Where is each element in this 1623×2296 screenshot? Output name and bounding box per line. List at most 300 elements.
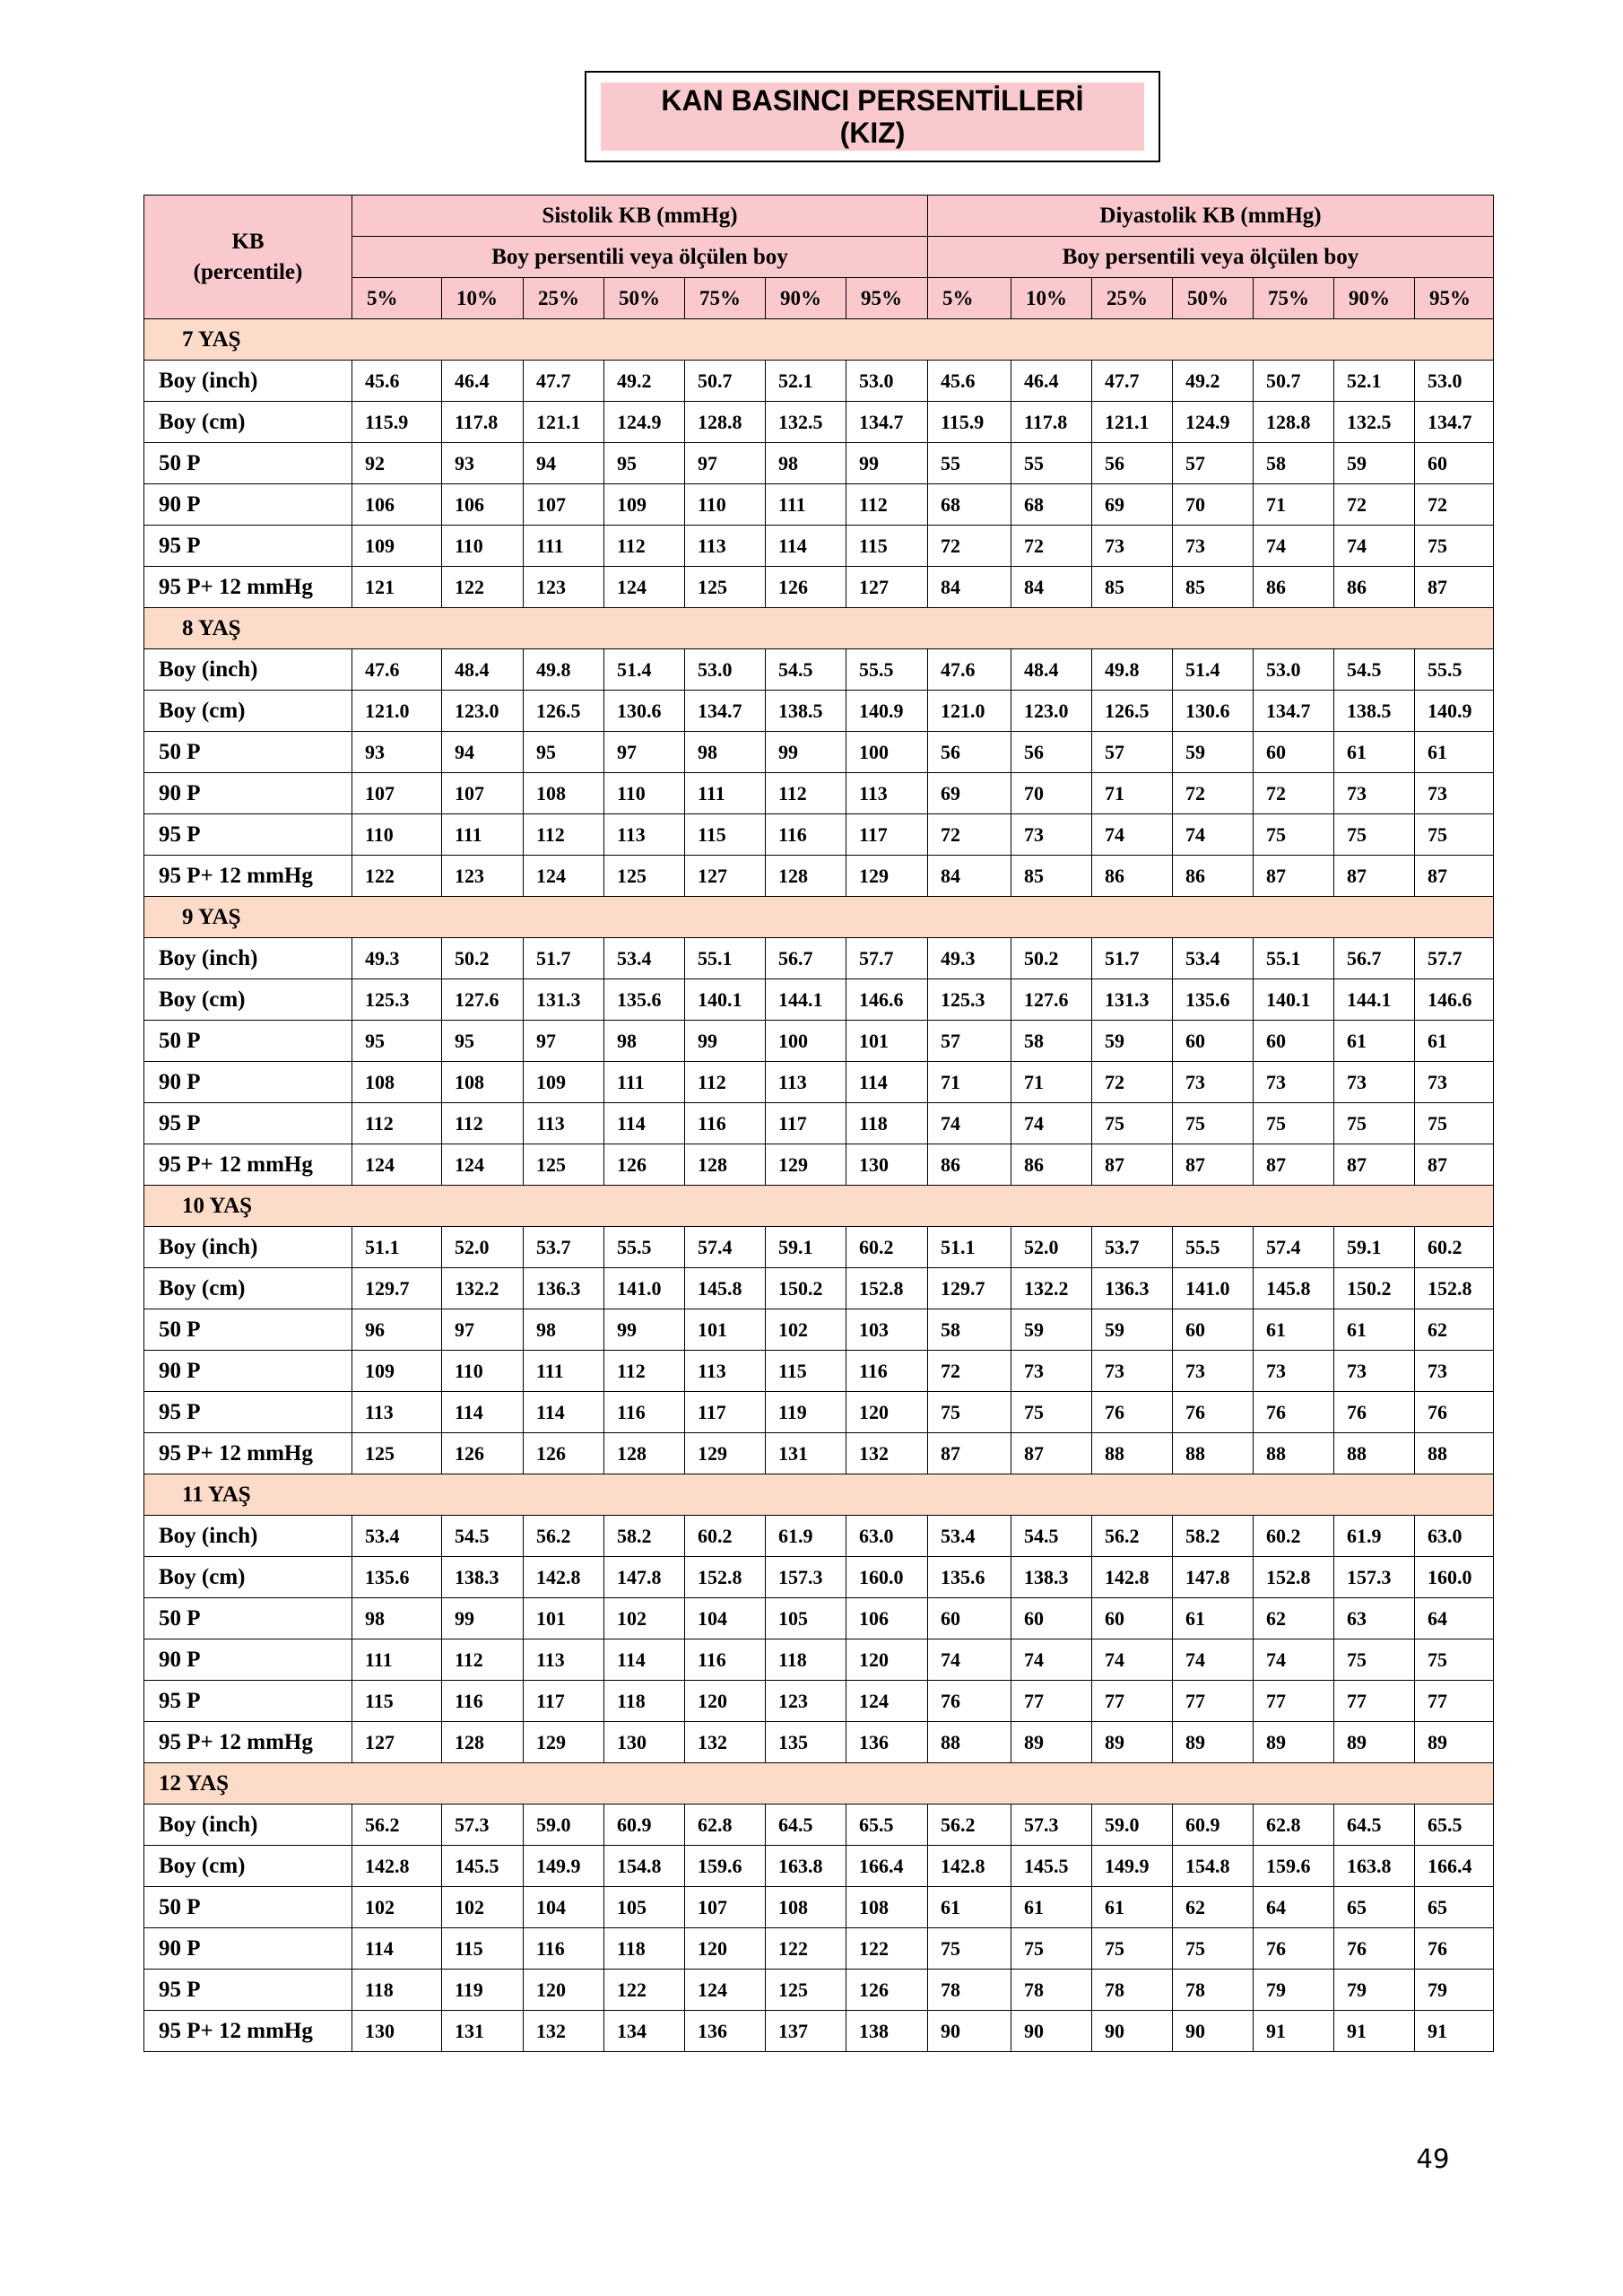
systolic-cell: 52.0 <box>442 1227 524 1268</box>
systolic-cell: 138.3 <box>442 1557 524 1598</box>
systolic-cell: 127 <box>685 856 766 897</box>
diastolic-cell: 128.8 <box>1254 402 1334 443</box>
systolic-cell: 48.4 <box>442 649 524 691</box>
systolic-cell: 116 <box>604 1392 685 1433</box>
diastolic-cell: 61 <box>1415 732 1494 773</box>
systolic-header: Sistolik KB (mmHg) <box>352 196 928 237</box>
systolic-cell: 97 <box>442 1309 524 1351</box>
diastolic-cell: 60 <box>1254 1021 1334 1062</box>
systolic-cell: 50.2 <box>442 938 524 979</box>
systolic-cell: 59.0 <box>524 1805 604 1846</box>
systolic-cell: 113 <box>766 1062 846 1103</box>
systolic-cell: 116 <box>524 1928 604 1970</box>
systolic-cell: 127 <box>846 567 928 608</box>
diastolic-cell: 61 <box>1334 1021 1415 1062</box>
diastolic-cell: 78 <box>1173 1970 1254 2011</box>
row-label: 95 P+ 12 mmHg <box>144 1144 352 1186</box>
systolic-cell: 49.3 <box>352 938 442 979</box>
diastolic-cell: 69 <box>1092 484 1173 526</box>
diastolic-cell: 72 <box>1415 484 1494 526</box>
diastolic-percentile-header: 10% <box>1011 278 1092 319</box>
systolic-cell: 92 <box>352 443 442 484</box>
systolic-cell: 109 <box>352 1351 442 1392</box>
diastolic-cell: 138.3 <box>1011 1557 1092 1598</box>
diastolic-cell: 57 <box>928 1021 1011 1062</box>
diastolic-cell: 88 <box>1173 1433 1254 1474</box>
systolic-cell: 124.9 <box>604 402 685 443</box>
diastolic-cell: 89 <box>1092 1722 1173 1763</box>
table-row <box>144 567 1494 608</box>
diastolic-cell: 75 <box>1254 1103 1334 1144</box>
systolic-cell: 57.4 <box>685 1227 766 1268</box>
diastolic-cell: 77 <box>1011 1681 1092 1722</box>
systolic-cell: 47.6 <box>352 649 442 691</box>
systolic-cell: 60.2 <box>846 1227 928 1268</box>
table-row <box>144 1103 1494 1144</box>
table-row <box>144 732 1494 773</box>
diastolic-cell: 75 <box>1334 1639 1415 1681</box>
systolic-cell: 93 <box>442 443 524 484</box>
systolic-cell: 130.6 <box>604 691 685 732</box>
row-label: Boy (inch) <box>144 1516 352 1557</box>
systolic-cell: 157.3 <box>766 1557 846 1598</box>
systolic-cell: 131.3 <box>524 979 604 1021</box>
diastolic-cell: 74 <box>1011 1639 1092 1681</box>
diastolic-cell: 62.8 <box>1254 1805 1334 1846</box>
row-label: 90 P <box>144 1928 352 1970</box>
diastolic-cell: 73 <box>1415 773 1494 814</box>
diastolic-cell: 117.8 <box>1011 402 1092 443</box>
systolic-cell: 102 <box>442 1887 524 1928</box>
diastolic-cell: 53.0 <box>1415 361 1494 402</box>
diastolic-cell: 62 <box>1415 1309 1494 1351</box>
diastolic-cell: 77 <box>1092 1681 1173 1722</box>
diastolic-cell: 142.8 <box>928 1846 1011 1887</box>
systolic-cell: 120 <box>524 1970 604 2011</box>
systolic-cell: 120 <box>685 1681 766 1722</box>
systolic-cell: 152.8 <box>846 1268 928 1309</box>
diastolic-cell: 60.2 <box>1254 1516 1334 1557</box>
systolic-cell: 117 <box>524 1681 604 1722</box>
diastolic-cell: 58.2 <box>1173 1516 1254 1557</box>
diastolic-cell: 72 <box>928 1351 1011 1392</box>
systolic-cell: 131 <box>766 1433 846 1474</box>
systolic-cell: 55.5 <box>846 649 928 691</box>
systolic-cell: 138.5 <box>766 691 846 732</box>
systolic-cell: 131 <box>442 2011 524 2052</box>
diastolic-cell: 60.2 <box>1415 1227 1494 1268</box>
systolic-cell: 117 <box>846 814 928 856</box>
diastolic-cell: 50.7 <box>1254 361 1334 402</box>
systolic-cell: 99 <box>846 443 928 484</box>
row-label: Boy (cm) <box>144 1557 352 1598</box>
systolic-cell: 122 <box>352 856 442 897</box>
diastolic-cell: 73 <box>1173 1351 1254 1392</box>
systolic-cell: 126 <box>442 1433 524 1474</box>
systolic-cell: 141.0 <box>604 1268 685 1309</box>
diastolic-cell: 74 <box>928 1639 1011 1681</box>
title-box <box>585 71 1160 162</box>
diastolic-cell: 91 <box>1415 2011 1494 2052</box>
diastolic-cell: 145.8 <box>1254 1268 1334 1309</box>
diastolic-cell: 76 <box>1254 1928 1334 1970</box>
systolic-cell: 62.8 <box>685 1805 766 1846</box>
systolic-cell: 115 <box>685 814 766 856</box>
diastolic-cell: 61 <box>1334 1309 1415 1351</box>
diastolic-cell: 59 <box>1092 1021 1173 1062</box>
table-row <box>144 1970 1494 2011</box>
systolic-cell: 117 <box>685 1392 766 1433</box>
age-group-label: 7 YAŞ <box>144 319 1494 361</box>
diastolic-height-percentile-header: Boy persentili veya ölçülen boy <box>928 237 1494 278</box>
systolic-cell: 106 <box>442 484 524 526</box>
systolic-cell: 51.4 <box>604 649 685 691</box>
diastolic-cell: 115.9 <box>928 402 1011 443</box>
systolic-cell: 132.5 <box>766 402 846 443</box>
table-header <box>144 196 1494 319</box>
systolic-cell: 129 <box>524 1722 604 1763</box>
diastolic-cell: 57.4 <box>1254 1227 1334 1268</box>
systolic-cell: 58.2 <box>604 1516 685 1557</box>
systolic-cell: 134.7 <box>846 402 928 443</box>
systolic-cell: 138 <box>846 2011 928 2052</box>
table-row <box>144 1227 1494 1268</box>
systolic-cell: 134 <box>604 2011 685 2052</box>
systolic-cell: 147.8 <box>604 1557 685 1598</box>
diastolic-cell: 87 <box>1415 1144 1494 1186</box>
systolic-cell: 126 <box>846 1970 928 2011</box>
systolic-cell: 53.0 <box>846 361 928 402</box>
diastolic-cell: 78 <box>1092 1970 1173 2011</box>
diastolic-percentile-header: 95% <box>1415 278 1494 319</box>
age-group-label: 11 YAŞ <box>144 1474 1494 1516</box>
diastolic-cell: 53.0 <box>1254 649 1334 691</box>
systolic-cell: 104 <box>524 1887 604 1928</box>
diastolic-cell: 89 <box>1173 1722 1254 1763</box>
systolic-cell: 140.1 <box>685 979 766 1021</box>
systolic-cell: 111 <box>524 1351 604 1392</box>
systolic-cell: 113 <box>524 1103 604 1144</box>
diastolic-cell: 68 <box>1011 484 1092 526</box>
diastolic-cell: 88 <box>1334 1433 1415 1474</box>
systolic-cell: 107 <box>685 1887 766 1928</box>
systolic-cell: 98 <box>352 1598 442 1639</box>
row-label: 95 P <box>144 1681 352 1722</box>
systolic-cell: 123 <box>442 856 524 897</box>
systolic-cell: 123 <box>766 1681 846 1722</box>
systolic-cell: 146.6 <box>846 979 928 1021</box>
diastolic-cell: 75 <box>1334 814 1415 856</box>
systolic-cell: 115 <box>766 1351 846 1392</box>
diastolic-cell: 73 <box>1173 1062 1254 1103</box>
systolic-cell: 160.0 <box>846 1557 928 1598</box>
table-row <box>144 526 1494 567</box>
diastolic-cell: 86 <box>1173 856 1254 897</box>
diastolic-cell: 131.3 <box>1092 979 1173 1021</box>
systolic-height-percentile-header: Boy persentili veya ölçülen boy <box>352 237 928 278</box>
diastolic-cell: 84 <box>1011 567 1092 608</box>
diastolic-cell: 124.9 <box>1173 402 1254 443</box>
diastolic-cell: 49.3 <box>928 938 1011 979</box>
systolic-cell: 112 <box>604 1351 685 1392</box>
diastolic-cell: 53.4 <box>1173 938 1254 979</box>
diastolic-cell: 51.1 <box>928 1227 1011 1268</box>
systolic-cell: 112 <box>442 1103 524 1144</box>
diastolic-cell: 91 <box>1254 2011 1334 2052</box>
age-group-row <box>144 319 1494 361</box>
systolic-cell: 108 <box>442 1062 524 1103</box>
diastolic-cell: 130.6 <box>1173 691 1254 732</box>
diastolic-cell: 62 <box>1173 1887 1254 1928</box>
systolic-cell: 112 <box>442 1639 524 1681</box>
diastolic-cell: 64 <box>1254 1887 1334 1928</box>
diastolic-cell: 75 <box>1415 1103 1494 1144</box>
systolic-cell: 61.9 <box>766 1516 846 1557</box>
diastolic-cell: 54.5 <box>1334 649 1415 691</box>
systolic-cell: 128 <box>442 1722 524 1763</box>
diastolic-cell: 59 <box>1011 1309 1092 1351</box>
diastolic-cell: 75 <box>1173 1928 1254 1970</box>
diastolic-cell: 63.0 <box>1415 1516 1494 1557</box>
systolic-cell: 63.0 <box>846 1516 928 1557</box>
diastolic-cell: 57.7 <box>1415 938 1494 979</box>
diastolic-cell: 73 <box>1092 526 1173 567</box>
diastolic-cell: 73 <box>1254 1062 1334 1103</box>
diastolic-cell: 87 <box>1415 856 1494 897</box>
systolic-percentile-header: 90% <box>766 278 846 319</box>
systolic-cell: 150.2 <box>766 1268 846 1309</box>
diastolic-cell: 61 <box>1011 1887 1092 1928</box>
row-label: Boy (inch) <box>144 1227 352 1268</box>
diastolic-cell: 72 <box>928 526 1011 567</box>
row-label: 50 P <box>144 1309 352 1351</box>
diastolic-cell: 90 <box>928 2011 1011 2052</box>
diastolic-cell: 71 <box>928 1062 1011 1103</box>
row-label: Boy (cm) <box>144 979 352 1021</box>
systolic-cell: 110 <box>352 814 442 856</box>
systolic-cell: 118 <box>604 1928 685 1970</box>
diastolic-cell: 163.8 <box>1334 1846 1415 1887</box>
row-label: 90 P <box>144 1062 352 1103</box>
age-group-label: 12 YAŞ <box>144 1763 1494 1805</box>
systolic-cell: 65.5 <box>846 1805 928 1846</box>
systolic-cell: 108 <box>766 1887 846 1928</box>
systolic-cell: 53.4 <box>352 1516 442 1557</box>
diastolic-cell: 87 <box>1254 856 1334 897</box>
systolic-cell: 144.1 <box>766 979 846 1021</box>
systolic-cell: 136 <box>685 2011 766 2052</box>
diastolic-cell: 75 <box>928 1392 1011 1433</box>
table-row <box>144 402 1494 443</box>
systolic-cell: 129.7 <box>352 1268 442 1309</box>
row-label: 95 P <box>144 526 352 567</box>
table-row <box>144 979 1494 1021</box>
systolic-cell: 108 <box>524 773 604 814</box>
diastolic-cell: 79 <box>1415 1970 1494 2011</box>
diastolic-cell: 64 <box>1415 1598 1494 1639</box>
systolic-cell: 119 <box>766 1392 846 1433</box>
diastolic-percentile-header: 75% <box>1254 278 1334 319</box>
diastolic-cell: 73 <box>1415 1351 1494 1392</box>
systolic-cell: 109 <box>524 1062 604 1103</box>
diastolic-cell: 79 <box>1334 1970 1415 2011</box>
row-label: Boy (inch) <box>144 649 352 691</box>
systolic-cell: 110 <box>604 773 685 814</box>
systolic-cell: 114 <box>442 1392 524 1433</box>
diastolic-cell: 74 <box>1254 1639 1334 1681</box>
table-row <box>144 1309 1494 1351</box>
diastolic-cell: 68 <box>928 484 1011 526</box>
diastolic-cell: 75 <box>928 1928 1011 1970</box>
diastolic-cell: 74 <box>1254 526 1334 567</box>
diastolic-cell: 141.0 <box>1173 1268 1254 1309</box>
diastolic-cell: 58 <box>1254 443 1334 484</box>
diastolic-cell: 72 <box>1173 773 1254 814</box>
diastolic-cell: 150.2 <box>1334 1268 1415 1309</box>
systolic-cell: 110 <box>685 484 766 526</box>
table-row <box>144 1268 1494 1309</box>
diastolic-cell: 61 <box>1334 732 1415 773</box>
diastolic-header: Diyastolik KB (mmHg) <box>928 196 1494 237</box>
diastolic-cell: 61 <box>1173 1598 1254 1639</box>
diastolic-cell: 54.5 <box>1011 1516 1092 1557</box>
diastolic-cell: 60 <box>928 1598 1011 1639</box>
diastolic-cell: 89 <box>1011 1722 1092 1763</box>
diastolic-cell: 86 <box>1011 1144 1092 1186</box>
table-row <box>144 1887 1494 1928</box>
diastolic-cell: 76 <box>1334 1928 1415 1970</box>
systolic-cell: 124 <box>685 1970 766 2011</box>
table-row <box>144 691 1494 732</box>
systolic-cell: 125 <box>766 1970 846 2011</box>
age-group-row <box>144 608 1494 649</box>
systolic-cell: 51.1 <box>352 1227 442 1268</box>
diastolic-cell: 73 <box>1092 1351 1173 1392</box>
table-row <box>144 361 1494 402</box>
diastolic-cell: 49.2 <box>1173 361 1254 402</box>
diastolic-cell: 59 <box>1092 1309 1173 1351</box>
blood-pressure-table <box>143 195 1494 2052</box>
diastolic-cell: 59.1 <box>1334 1227 1415 1268</box>
systolic-cell: 99 <box>685 1021 766 1062</box>
diastolic-cell: 86 <box>928 1144 1011 1186</box>
diastolic-cell: 125.3 <box>928 979 1011 1021</box>
systolic-cell: 93 <box>352 732 442 773</box>
diastolic-cell: 74 <box>1092 1639 1173 1681</box>
age-group-row <box>144 1474 1494 1516</box>
diastolic-cell: 72 <box>928 814 1011 856</box>
systolic-cell: 149.9 <box>524 1846 604 1887</box>
diastolic-cell: 87 <box>1011 1433 1092 1474</box>
systolic-cell: 113 <box>846 773 928 814</box>
diastolic-cell: 132.2 <box>1011 1268 1092 1309</box>
diastolic-cell: 49.8 <box>1092 649 1173 691</box>
systolic-cell: 134.7 <box>685 691 766 732</box>
systolic-cell: 115 <box>846 526 928 567</box>
diastolic-cell: 78 <box>928 1970 1011 2011</box>
table-row <box>144 1681 1494 1722</box>
diastolic-cell: 70 <box>1173 484 1254 526</box>
diastolic-cell: 73 <box>1011 814 1092 856</box>
diastolic-cell: 73 <box>1334 773 1415 814</box>
diastolic-cell: 75 <box>1011 1928 1092 1970</box>
systolic-cell: 135.6 <box>604 979 685 1021</box>
diastolic-cell: 123.0 <box>1011 691 1092 732</box>
diastolic-cell: 61 <box>928 1887 1011 1928</box>
diastolic-cell: 55.5 <box>1173 1227 1254 1268</box>
systolic-cell: 111 <box>352 1639 442 1681</box>
diastolic-cell: 74 <box>1334 526 1415 567</box>
diastolic-cell: 84 <box>928 567 1011 608</box>
systolic-cell: 54.5 <box>766 649 846 691</box>
diastolic-cell: 59 <box>1334 443 1415 484</box>
diastolic-cell: 140.1 <box>1254 979 1334 1021</box>
table-row <box>144 1516 1494 1557</box>
table-row <box>144 773 1494 814</box>
table-row <box>144 814 1494 856</box>
systolic-cell: 122 <box>766 1928 846 1970</box>
diastolic-percentile-header: 50% <box>1173 278 1254 319</box>
row-label: 95 P <box>144 1392 352 1433</box>
row-label: Boy (cm) <box>144 1846 352 1887</box>
systolic-cell: 129 <box>846 856 928 897</box>
diastolic-cell: 65 <box>1334 1887 1415 1928</box>
systolic-cell: 101 <box>524 1598 604 1639</box>
table-row <box>144 1805 1494 1846</box>
diastolic-cell: 75 <box>1173 1103 1254 1144</box>
systolic-cell: 129 <box>685 1433 766 1474</box>
systolic-cell: 126 <box>524 1433 604 1474</box>
systolic-cell: 101 <box>685 1309 766 1351</box>
row-label: 90 P <box>144 1639 352 1681</box>
systolic-cell: 114 <box>352 1928 442 1970</box>
diastolic-cell: 56.2 <box>1092 1516 1173 1557</box>
systolic-cell: 112 <box>352 1103 442 1144</box>
table-row <box>144 2011 1494 2052</box>
diastolic-cell: 149.9 <box>1092 1846 1173 1887</box>
diastolic-cell: 159.6 <box>1254 1846 1334 1887</box>
row-label: Boy (cm) <box>144 691 352 732</box>
systolic-cell: 103 <box>846 1309 928 1351</box>
table-row <box>144 1598 1494 1639</box>
diastolic-cell: 88 <box>1092 1433 1173 1474</box>
systolic-cell: 125 <box>604 856 685 897</box>
systolic-cell: 116 <box>685 1103 766 1144</box>
systolic-cell: 102 <box>766 1309 846 1351</box>
systolic-cell: 100 <box>846 732 928 773</box>
title-line-2: (KIZ) <box>839 117 906 149</box>
systolic-cell: 106 <box>846 1598 928 1639</box>
systolic-cell: 117.8 <box>442 402 524 443</box>
table-row <box>144 856 1494 897</box>
systolic-cell: 54.5 <box>442 1516 524 1557</box>
systolic-cell: 99 <box>766 732 846 773</box>
systolic-cell: 49.2 <box>604 361 685 402</box>
systolic-cell: 118 <box>846 1103 928 1144</box>
table-row <box>144 1392 1494 1433</box>
systolic-cell: 52.1 <box>766 361 846 402</box>
systolic-cell: 128.8 <box>685 402 766 443</box>
diastolic-cell: 47.7 <box>1092 361 1173 402</box>
systolic-cell: 95 <box>352 1021 442 1062</box>
diastolic-cell: 85 <box>1011 856 1092 897</box>
systolic-cell: 106 <box>352 484 442 526</box>
systolic-cell: 111 <box>524 526 604 567</box>
diastolic-cell: 76 <box>1254 1392 1334 1433</box>
diastolic-cell: 129.7 <box>928 1268 1011 1309</box>
diastolic-cell: 86 <box>1092 856 1173 897</box>
row-label: Boy (inch) <box>144 1805 352 1846</box>
